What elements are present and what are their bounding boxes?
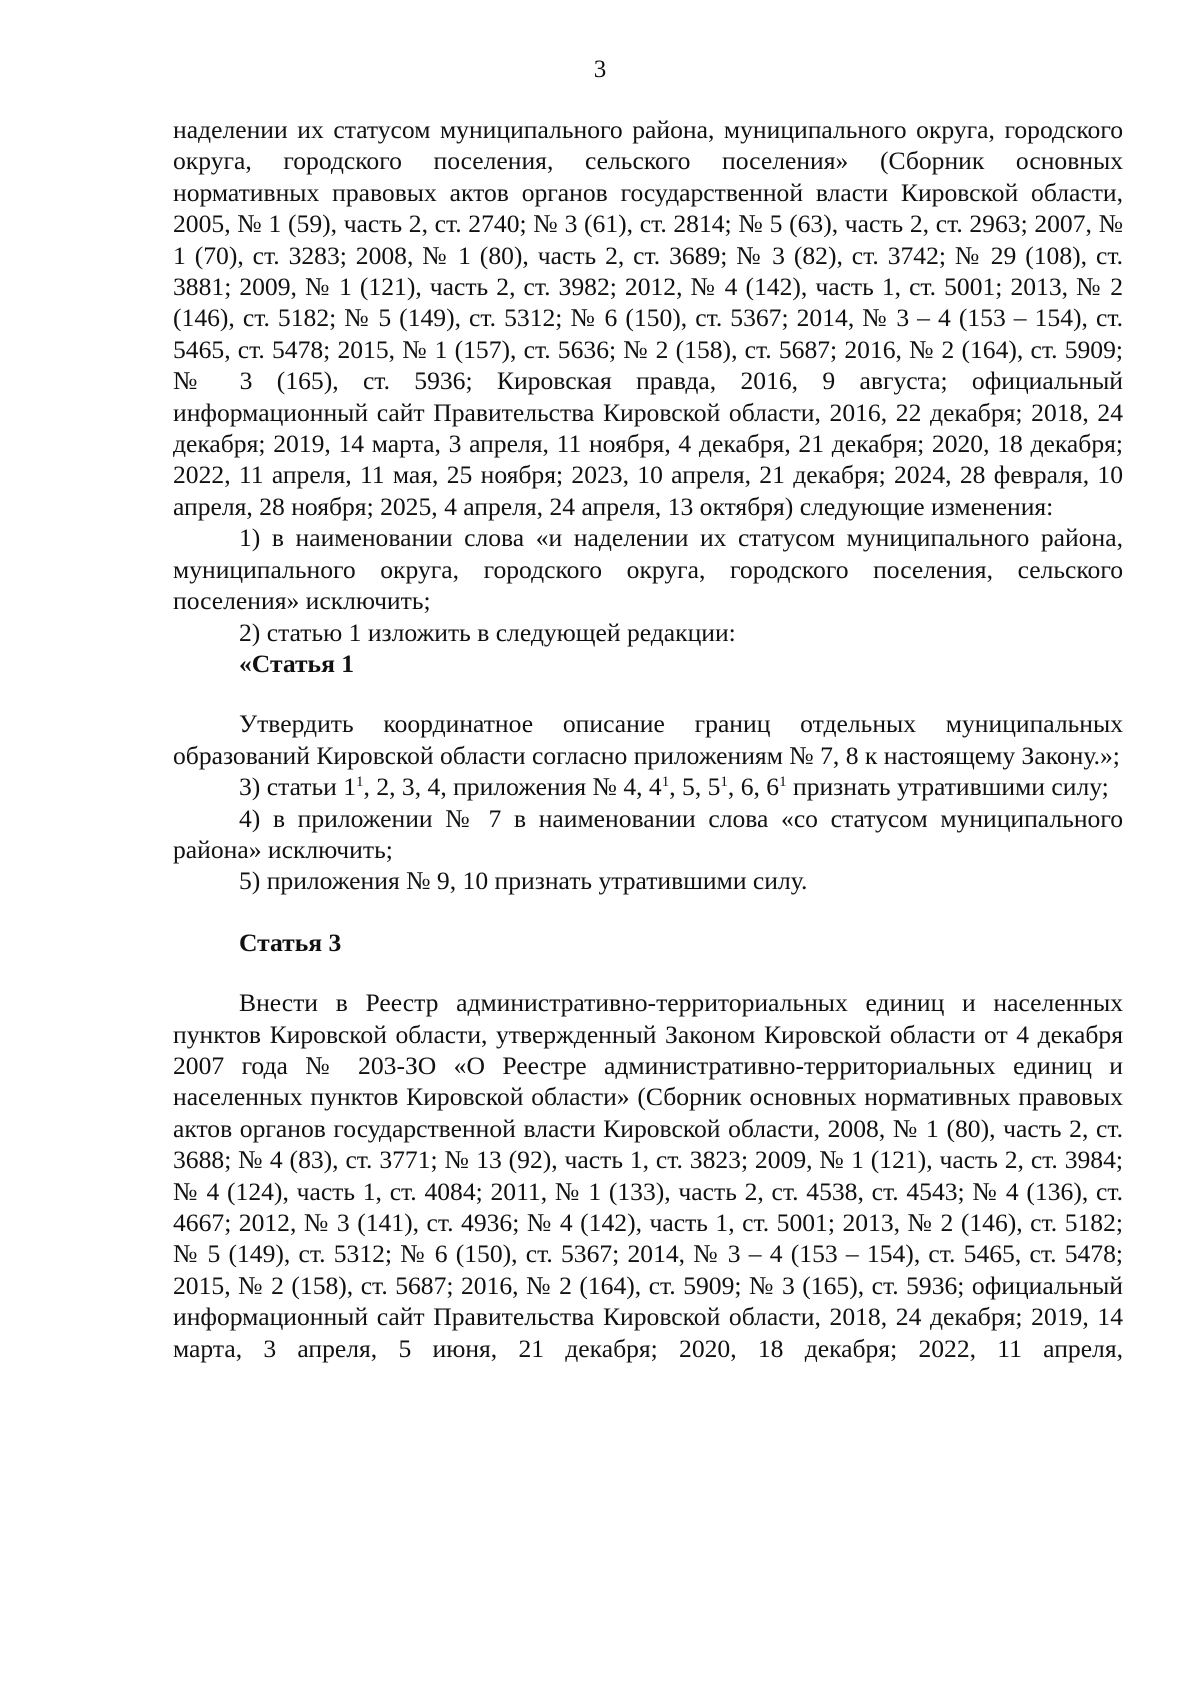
- list-item-5: 5) приложения № 9, 10 признать утратившими силу.: [239, 866, 808, 896]
- spacer: [173, 958, 1123, 987]
- page-number: 3: [593, 56, 607, 83]
- paragraph-amendment-intro: наделении их статусом муниципального района, муниципального округа, городского округа, городского поселения, сельского поселения» (Сборник основных нормативных правовых актов органов государственной власти Кировской области, 2005, № 1 (59), часть 2, ст. 2740; № 3 (61), ст. 2814; № 5 (63), часть 2, ст. 2963; 2007, № 1 (70), ст. 3283; 2008, № 1 (80), часть 2, ст. 3689; № 3 (82), ст. 3742; № 29 (108), ст. 3881; 2009, № 1 (121), часть 2, ст. 3982; 2012, № 4 (142), часть 1, ст. 5001; 2013, № 2 (146), ст. 5182; № 5 (149), ст. 5312; № 6 (150), ст. 5367; 2014, № 3 – 4 (153 – 154), ст. 5465, ст. 5478; 2015, № 1 (157), ст. 5636; № 2 (158), ст. 5687; 2016, № 2 (164), ст. 5909; № 3 (165), ст. 5936; Кировская правда, 2016, 9 августа; официальный информационный сайт Правительства Кировской области, 2016, 22 декабря; 2018, 24 декабря; 2019, 14 марта, 3 апреля, 11 ноября, 4 декабря, 21 декабря; 2020, 18 декабря; 2022, 11 апреля, 11 мая, 25 ноября; 2023, 10 апреля, 21 декабря; 2024, 28 февраля, 10 апреля, 28 ноября; 2025, 4 апреля, 24 апреля, 13 октября) следующие изменения:: [173, 115, 1123, 521]
- list-item-3-text: , 5, 5: [669, 772, 721, 802]
- superscript: 1: [720, 774, 728, 791]
- spacer: [173, 679, 1123, 708]
- superscript: 1: [661, 774, 670, 791]
- quoted-article-text: Утвердить координатное описание границ отдельных муниципальных образований Кировской области согласно приложениям № 7, 8 к настоящему Закону.»;: [173, 709, 1123, 770]
- article-3-heading: Статья 3: [239, 927, 342, 957]
- list-item-3-text: признать утратившими силу;: [786, 772, 1109, 802]
- list-item-3-text: 3) статьи 1: [239, 772, 357, 802]
- list-item-3: [173, 771, 1123, 802]
- superscript: 1: [356, 774, 364, 791]
- article-3-text: Внести в Реестр административно-территориальных единиц и населенных пунктов Кировской области, утвержденный Законом Кировской области от 4 декабря 2007 года № 203-ЗО «О Реестре административно-территориальных единиц и населенных пунктов Кировской области» (Сборник основных нормативных правовых актов органов государственной власти Кировской области, 2008, № 1 (80), часть 2, ст. 3688; № 4 (83), ст. 3771; № 13 (92), часть 1, ст. 3823; 2009, № 1 (121), часть 2, ст. 3984; № 4 (124), часть 1, ст. 4084; 2011, № 1 (133), часть 2, ст. 4538, ст. 4543; № 4 (136), ст. 4667; 2012, № 3 (141), ст. 4936; № 4 (142), часть 1, ст. 5001; 2013, № 2 (146), ст. 5182; № 5 (149), ст. 5312; № 6 (150), ст. 5367; 2014, № 3 – 4 (153 – 154), ст. 5465, ст. 5478; 2015, № 2 (158), ст. 5687; 2016, № 2 (164), ст. 5909; № 3 (165), ст. 5936; официальный информационный сайт Правительства Кировской области, 2018, 24 декабря; 2019, 14 марта, 3 апреля, 5 июня, 21 декабря; 2020, 18 декабря; 2022, 11 апреля,: [173, 988, 1123, 1363]
- spacer: [173, 897, 1123, 927]
- superscript: 1: [779, 774, 787, 791]
- list-item-1: 1) в наименовании слова «и наделении их статусом муниципального района, муниципального округа, городского округа, городского поселения, сельского поселения» исключить;: [173, 523, 1123, 616]
- list-item-3-text: , 2, 3, 4, приложения № 4, 4: [363, 772, 662, 802]
- quoted-article-heading: «Статья 1: [239, 648, 355, 678]
- list-item-3-text: , 6, 6: [727, 772, 780, 802]
- list-item-2: 2) статью 1 изложить в следующей редакции:: [239, 617, 736, 647]
- document-body: [173, 114, 1123, 1364]
- list-item-4: 4) в приложении № 7 в наименовании слова «со статусом муниципального района» исключить;: [173, 803, 1123, 864]
